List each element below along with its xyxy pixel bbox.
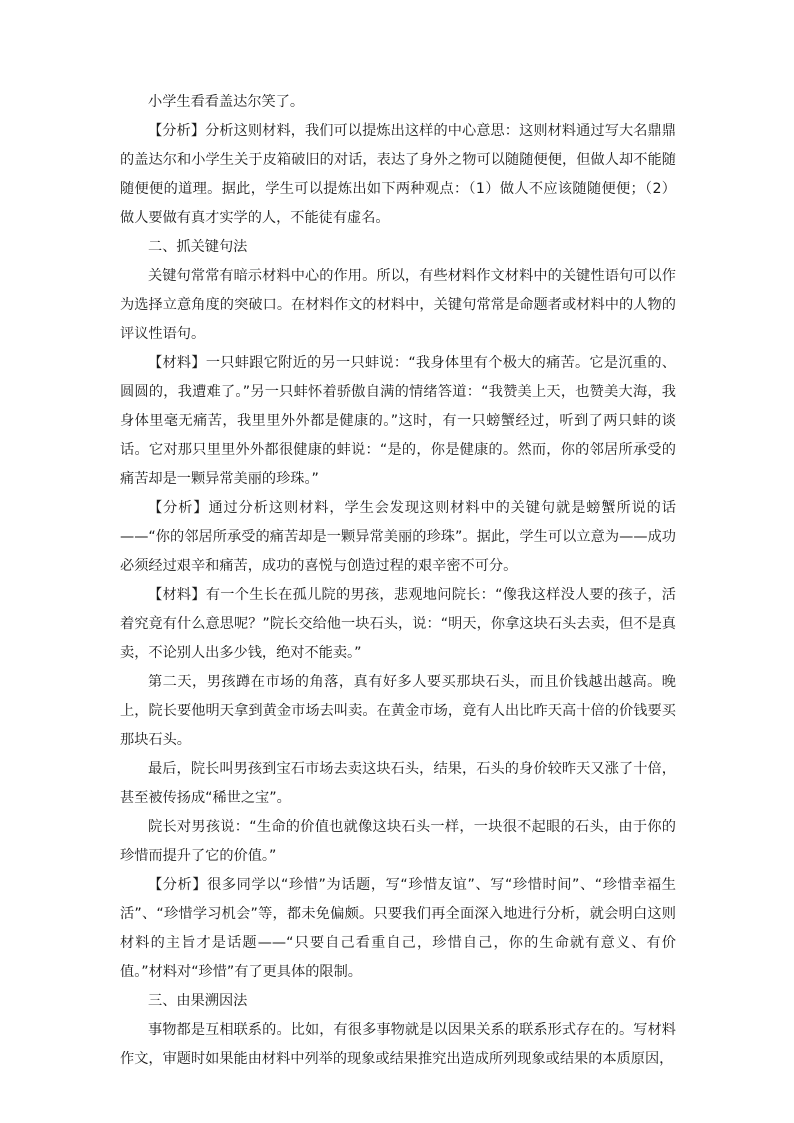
paragraph-director-says: 院长对男孩说：“生命的价值也就像这块石头一样，一块很不起眼的石头，由于你的珍惜而提升了它的价值。”: [120, 819, 676, 864]
paragraph-material-clam: 【材料】一只蚌跟它附近的另一只蚌说：“我身体里有个极大的痛苦。它是沉重的、圆圆的，我遭难了。”另一只蚌怀着骄傲自满的情绪答道：“我赞美上天，也赞美大海，我身体里毫无痛苦，我里里外外都是健康的。”这时，有一只螃蟹经过，听到了两只蚌的谈话。它对那只里里外外都很健康的蚌说：“是的，你是健康的。然而，你的邻居所承受的痛苦却是一颗异常美丽的珍珠。”: [120, 355, 676, 487]
section-heading-2: 二、抓关键句法: [148, 239, 248, 255]
paragraph-analysis-3: 【分析】很多同学以“珍惜”为话题，写“珍惜友谊”、写“珍惜时间”、“珍惜幸福生活”、“珍惜学习机会”等，都未免偏颇。只要我们再全面深入地进行分析，就会明白这则材料的主旨才是话题——“只要自己看重自己，珍惜自己，你的生命就有意义、有价值。”材料对“珍惜”有了更具体的限制。: [120, 877, 676, 980]
paragraph-cause-effect: 事物都是互相联系的。比如，有很多事物就是以因果关系的联系形式存在的。写材料作文，审题时如果能由材料中列举的现象或结果推究出造成所列现象或结果的本质原因，: [120, 1022, 676, 1067]
paragraph-analysis-1: 【分析】分析这则材料，我们可以提炼出这样的中心意思：这则材料通过写大名鼎鼎的盖达尔和小学生关于皮箱破旧的对话，表达了身外之物可以随随便便，但做人却不能随随便便的道理。据此，学生可以提炼出如下两种观点：（1）做人不应该随随便便；（2）做人要做有真才实学的人，不能徒有虚名。: [120, 123, 676, 226]
paragraph-finally: 最后，院长叫男孩到宝石市场去卖这块石头，结果，石头的身价较昨天又涨了十倍，甚至被传扬成“稀世之宝”。: [120, 761, 676, 806]
document-page: [120, 88, 676, 1074]
paragraph-second-day: 第二天，男孩蹲在市场的角落，真有好多人要买那块石头，而且价钱越出越高。晚上，院长要他明天拿到黄金市场去叫卖。在黄金市场，竟有人出比昨天高十倍的价钱要买那块石头。: [120, 674, 676, 748]
paragraph-analysis-2: 【分析】通过分析这则材料，学生会发现这则材料中的关键句就是螃蟹所说的话——“你的邻居所承受的痛苦却是一颗异常美丽的珍珠”。据此，学生可以立意为——成功必须经过艰辛和痛苦，成功的喜悦与创造过程的艰辛密不可分。: [120, 500, 676, 574]
paragraph-intro: 小学生看看盖达尔笑了。: [148, 94, 305, 110]
paragraph-material-orphan: 【材料】有一个生长在孤儿院的男孩，悲观地问院长：“像我这样没人要的孩子，活着究竟有什么意思呢？”院长交给他一块石头，说：“明天，你拿这块石头去卖，但不是真卖，不论别人出多少钱，绝对不能卖。”: [120, 587, 676, 661]
section-heading-3: 三、由果溯因法: [148, 993, 248, 1009]
paragraph-keysentence-intro: 关键句常常有暗示材料中心的作用。所以，有些材料作文材料中的关键性语句可以作为选择立意角度的突破口。在材料作文的材料中，关键句常常是命题者或材料中的人物的评议性语句。: [120, 268, 676, 342]
